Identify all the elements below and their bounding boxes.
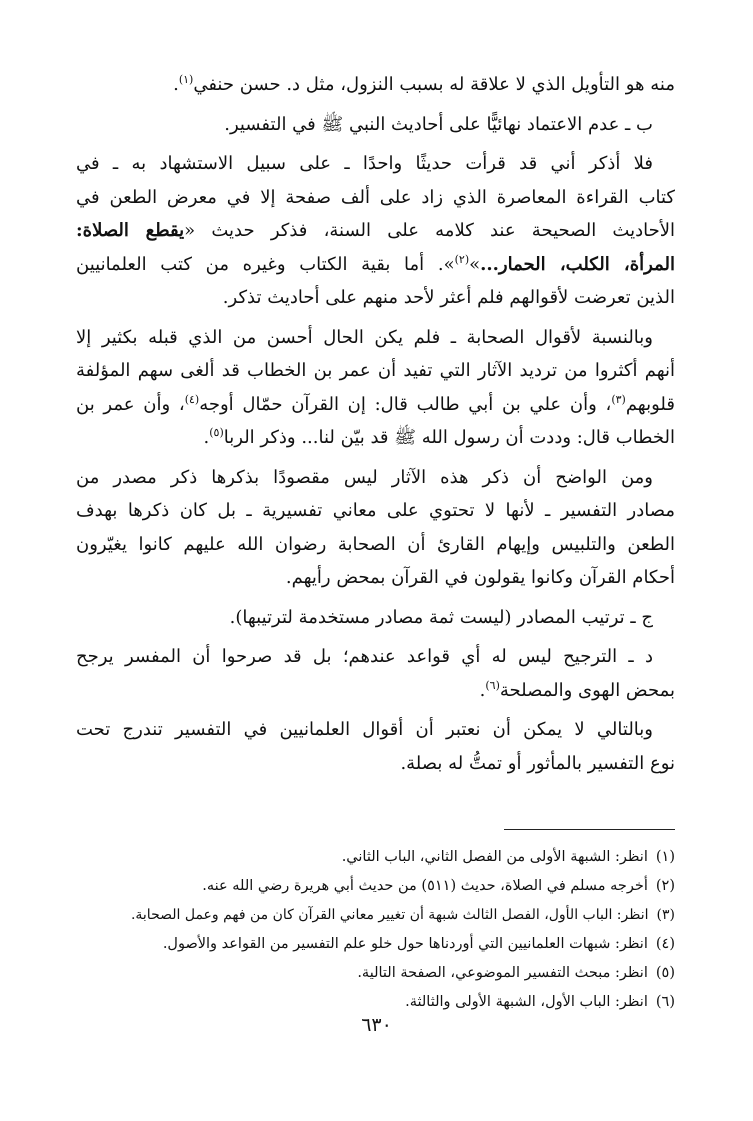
footnote-number: (٥): [655, 965, 675, 981]
footnote-ref[interactable]: (٢): [454, 252, 470, 266]
footnote-item: [76, 901, 675, 930]
footnote-item: [76, 930, 675, 959]
text-line: نوع التفسير بالمأثور أو تمتُّ له بصلة.: [400, 752, 675, 774]
footnote-number: (٢): [655, 878, 675, 894]
footnote-number: (٦): [655, 994, 675, 1010]
paragraph-3: [76, 147, 675, 315]
page-number: ٦٣٠: [361, 1014, 392, 1036]
paragraph-2: [76, 108, 675, 142]
hadith-quote: يقطع الصلاة:: [76, 220, 185, 241]
paragraph-4: [76, 321, 675, 455]
text-line: قلوبهم$^{(٣)}$، وأن علي بن أبي طالب قال: إن القرآن حمّال أوجه$^{(٤)}$، وأن عمر بن: [76, 392, 675, 415]
text-line: منه هو التأويل الذي لا علاقة له بسبب النزول، مثل د. حسن حنفي$^{(١)}$.: [173, 73, 675, 95]
text-line: فلا أذكر أني قد قرأت حديثًا واحدًا ـ على سبيل الاستشهاد به ـ في: [76, 153, 653, 174]
footnote-ref[interactable]: (٤): [184, 392, 200, 406]
text-line: وبالنسبة لأقوال الصحابة ـ فلم يكن الحال أحسن من الذي قبله بكثير إلا: [76, 326, 653, 348]
hadith-quote-cont: المرأة، الكلب، الحمار...: [480, 253, 675, 275]
paragraph-8: [76, 713, 675, 780]
footnote-text: انظر: الباب الأول، الشبهة الأولى والثالثة.: [405, 994, 648, 1010]
footnote-number: (٤): [655, 936, 675, 952]
footnote-item: [76, 988, 675, 1017]
footnote-ref[interactable]: (١): [178, 73, 194, 86]
footnotes: [76, 843, 675, 1017]
footnote-item: [76, 843, 675, 872]
text-line: د ـ الترجيح ليس له أي قواعد عندهم؛ بل قد صرحوا أن المفسر يرجح: [76, 646, 653, 667]
text-line: الأحاديث الصحيحة عند كلامه على السنة، فذكر حديث «يقطع الصلاة:: [76, 220, 676, 241]
text-line: وبالتالي لا يمكن أن نعتبر أن أقوال العلمانيين في التفسير تندرج تحت: [76, 719, 653, 740]
paragraph-5: [76, 461, 675, 595]
paragraph-7: [76, 640, 675, 707]
text-line: ومن الواضح أن ذكر هذه الآثار ليس مقصودًا بذكرها ذكر مصدر من: [76, 466, 653, 488]
text-line: المرأة، الكلب، الحمار...»$^{(٢)}$». أما بقية الكتاب وغيره من كتب العلمانيين: [76, 252, 675, 275]
text-line: كتاب القراءة المعاصرة الذي زاد على ألف صفحة إلا في معرض الطعن في: [76, 186, 675, 208]
footnote-text: انظر: شبهات العلمانيين التي أوردناها حول خلو علم التفسير من القواعد والأصول.: [162, 936, 648, 952]
text-line: بمحض الهوى والمصلحة$^{(٦)}$.: [479, 678, 675, 701]
text-line: مصادر التفسير ـ لأنها لا تحتوي على معاني تفسيرية ـ بل كان ذكرها بهدف: [76, 500, 675, 521]
footnote-text: أخرجه مسلم في الصلاة، حديث (٥١١) من حديث أبي هريرة رضي الله عنه.: [202, 878, 648, 894]
paragraph-1: [76, 68, 675, 102]
footnote-number: (٣): [656, 907, 675, 923]
text-line: الذين تعرضت لأقوالهم فلم أعثر لأحد منهم على أحاديث تذكر.: [222, 287, 675, 308]
footnote-item: [76, 872, 675, 901]
text-line: ب ـ عدم الاعتماد نهائيًّا على أحاديث النبي ﷺ في التفسير.: [224, 113, 653, 135]
paragraph-6: [76, 601, 675, 635]
footnote-number: (١): [655, 849, 675, 865]
text-line: أحكام القرآن وكانوا يقولون في القرآن بمحض رأيهم.: [285, 567, 675, 588]
text-line: ج ـ ترتيب المصادر (ليست ثمة مصادر مستخدمة لترتيبها).: [229, 606, 653, 628]
footnote-ref[interactable]: (٥): [209, 426, 224, 439]
footnote-ref[interactable]: (٦): [485, 678, 500, 692]
footnote-ref[interactable]: (٣): [611, 392, 626, 406]
footnote-divider: [504, 829, 675, 830]
text-line: الخطاب قال: وددت أن رسول الله ﷺ قد بيّن لنا... وذكر الربا$^{(٥)}$.: [203, 426, 675, 448]
text-line: أنهم أكثروا من ترديد الآثار التي تفيد أن عمر بن الخطاب قد ألغى سهم المؤلفة: [76, 360, 675, 381]
main-text: [76, 68, 675, 780]
footnote-text: انظر: الشبهة الأولى من الفصل الثاني، الباب الثاني.: [341, 849, 648, 865]
footnote-item: [76, 959, 675, 988]
footnote-text: انظر: الباب الأول، الفصل الثالث شبهة أن تغيير معاني القرآن كان من فهم وعمل الصحابة.: [130, 907, 649, 923]
text-line: الطعن والتلبيس وإيهام القارئ أن الصحابة رضوان الله عليهم كانوا يغيّرون: [76, 533, 675, 555]
footnote-text: انظر: مبحث التفسير الموضوعي، الصفحة التالية.: [357, 965, 648, 981]
